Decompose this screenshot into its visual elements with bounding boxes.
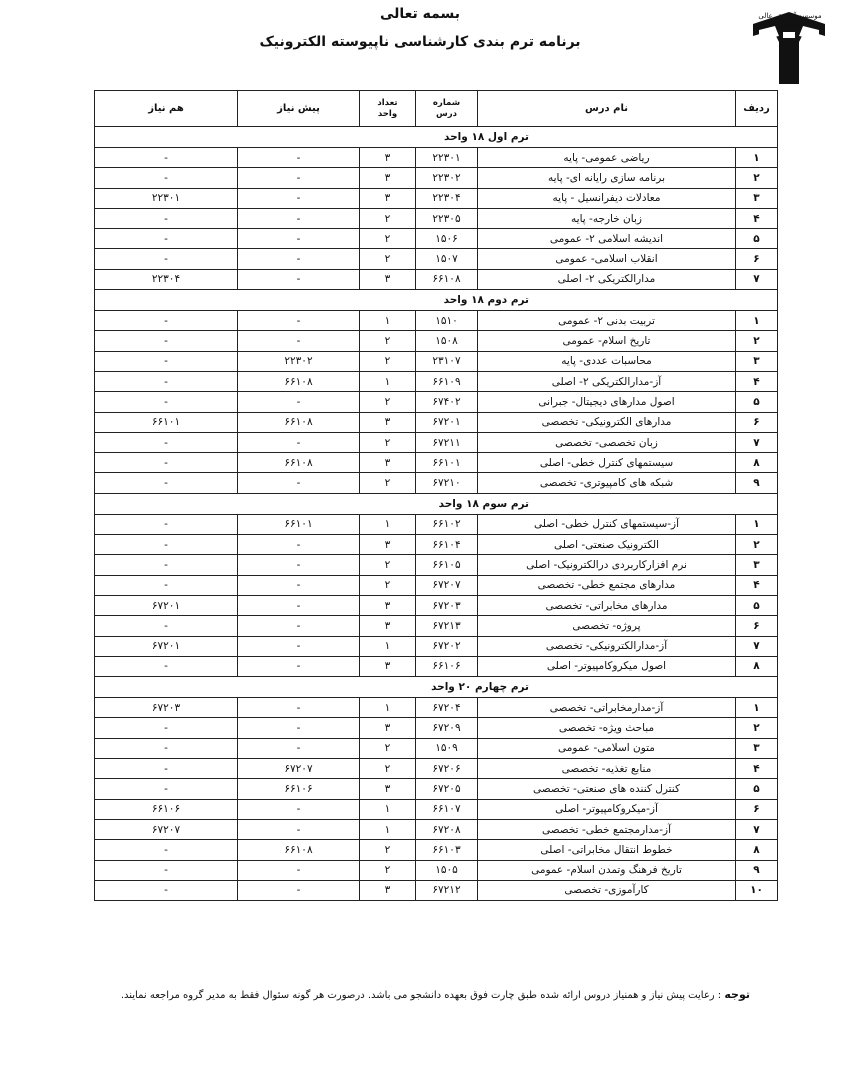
table-row bbox=[95, 555, 778, 575]
prerequisite-cell: - bbox=[238, 616, 360, 636]
note-label: توجه bbox=[724, 988, 750, 1001]
course-units-cell: ۳ bbox=[360, 595, 416, 615]
prerequisite-cell: ۲۲۳۰۲ bbox=[238, 351, 360, 371]
corequisite-cell: - bbox=[95, 779, 238, 799]
prerequisite-cell: - bbox=[238, 168, 360, 188]
prerequisite-cell: ۶۶۱۰۱ bbox=[238, 514, 360, 534]
prerequisite-cell: - bbox=[238, 656, 360, 676]
course-units-cell: ۱ bbox=[360, 819, 416, 839]
course-name-cell: اندیشه اسلامی ۲- عمومی bbox=[478, 229, 736, 249]
row-number-cell: ۵ bbox=[736, 595, 778, 615]
course-code-cell: ۶۷۲۰۹ bbox=[416, 718, 478, 738]
term-title: ترم چهارم ۲۰ واحد bbox=[95, 677, 778, 698]
table-row bbox=[95, 514, 778, 534]
prerequisite-cell: ۶۷۲۰۷ bbox=[238, 759, 360, 779]
course-code-cell: ۲۲۳۰۴ bbox=[416, 188, 478, 208]
table-row bbox=[95, 595, 778, 615]
course-name-cell: زبان خارجه- پایه bbox=[478, 208, 736, 228]
table-row bbox=[95, 738, 778, 758]
prerequisite-cell: - bbox=[238, 575, 360, 595]
row-number-cell: ۳ bbox=[736, 188, 778, 208]
term-title: ترم سوم ۱۸ واحد bbox=[95, 493, 778, 514]
course-code-cell: ۱۵۰۶ bbox=[416, 229, 478, 249]
table-row bbox=[95, 412, 778, 432]
corequisite-cell: - bbox=[95, 840, 238, 860]
corequisite-cell: - bbox=[95, 473, 238, 493]
document-title: برنامه ترم بندی کارشناسی ناپیوسته الکترونیک bbox=[259, 34, 581, 50]
term-header-row bbox=[95, 677, 778, 698]
term-header-row bbox=[95, 493, 778, 514]
row-number-cell: ۵ bbox=[736, 779, 778, 799]
prerequisite-cell: - bbox=[238, 535, 360, 555]
prerequisite-cell: - bbox=[238, 595, 360, 615]
course-code-cell: ۶۶۱۰۶ bbox=[416, 656, 478, 676]
table-row bbox=[95, 208, 778, 228]
course-code-cell: ۲۲۳۰۵ bbox=[416, 208, 478, 228]
course-code-cell: ۶۶۱۰۵ bbox=[416, 555, 478, 575]
row-number-cell: ۷ bbox=[736, 432, 778, 452]
course-units-cell: ۱ bbox=[360, 371, 416, 391]
row-number-cell: ۸ bbox=[736, 840, 778, 860]
prerequisite-cell: - bbox=[238, 473, 360, 493]
prerequisite-cell: ۶۶۱۰۶ bbox=[238, 779, 360, 799]
course-units-cell: ۲ bbox=[360, 840, 416, 860]
course-code-cell: ۶۷۲۰۲ bbox=[416, 636, 478, 656]
course-units-cell: ۲ bbox=[360, 249, 416, 269]
corequisite-cell: - bbox=[95, 535, 238, 555]
course-units-cell: ۳ bbox=[360, 779, 416, 799]
course-units-cell: ۱ bbox=[360, 799, 416, 819]
course-units-cell: ۳ bbox=[360, 148, 416, 168]
course-units-cell: ۳ bbox=[360, 718, 416, 738]
course-name-cell: آز-سیستمهای کنترل خطی- اصلی bbox=[478, 514, 736, 534]
corequisite-cell: ۶۷۲۰۷ bbox=[95, 819, 238, 839]
table-row bbox=[95, 168, 778, 188]
col-units-line1: تعداد bbox=[377, 97, 398, 108]
table-row bbox=[95, 779, 778, 799]
course-code-cell: ۶۷۴۰۲ bbox=[416, 392, 478, 412]
course-name-cell: متون اسلامی- عمومی bbox=[478, 738, 736, 758]
corequisite-cell: - bbox=[95, 738, 238, 758]
prerequisite-cell: - bbox=[238, 311, 360, 331]
row-number-cell: ۱ bbox=[736, 514, 778, 534]
row-number-cell: ۳ bbox=[736, 351, 778, 371]
course-name-cell: منابع تغذیه- تخصصی bbox=[478, 759, 736, 779]
logo-text: موسسه آموزش عالی بهمنیار bbox=[758, 12, 822, 28]
table-row bbox=[95, 392, 778, 412]
prerequisite-cell: - bbox=[238, 188, 360, 208]
prerequisite-cell: - bbox=[238, 698, 360, 718]
table-row bbox=[95, 535, 778, 555]
row-number-cell: ۲ bbox=[736, 718, 778, 738]
row-number-cell: ۱ bbox=[736, 311, 778, 331]
course-code-cell: ۶۶۱۰۱ bbox=[416, 453, 478, 473]
course-code-cell: ۱۵۱۰ bbox=[416, 311, 478, 331]
prerequisite-cell: - bbox=[238, 860, 360, 880]
course-units-cell: ۲ bbox=[360, 229, 416, 249]
course-units-cell: ۲ bbox=[360, 432, 416, 452]
corequisite-cell: - bbox=[95, 249, 238, 269]
table-row bbox=[95, 473, 778, 493]
table-row bbox=[95, 249, 778, 269]
prerequisite-cell: - bbox=[238, 331, 360, 351]
corequisite-cell: ۶۶۱۰۱ bbox=[95, 412, 238, 432]
row-number-cell: ۷ bbox=[736, 636, 778, 656]
corequisite-cell: - bbox=[95, 616, 238, 636]
course-units-cell: ۲ bbox=[360, 860, 416, 880]
row-number-cell: ۷ bbox=[736, 269, 778, 289]
corequisite-cell: - bbox=[95, 208, 238, 228]
prerequisite-cell: - bbox=[238, 249, 360, 269]
corequisite-cell: ۶۷۲۰۱ bbox=[95, 636, 238, 656]
corequisite-cell: - bbox=[95, 555, 238, 575]
course-name-cell: کنترل کننده های صنعتی- تخصصی bbox=[478, 779, 736, 799]
course-code-cell: ۲۲۳۰۲ bbox=[416, 168, 478, 188]
course-code-cell: ۱۵۰۷ bbox=[416, 249, 478, 269]
row-number-cell: ۱ bbox=[736, 148, 778, 168]
prerequisite-cell: ۶۶۱۰۸ bbox=[238, 412, 360, 432]
course-name-cell: شبکه های کامپیوتری- تخصصی bbox=[478, 473, 736, 493]
course-name-cell: آز-مدارالکترونیکی- تخصصی bbox=[478, 636, 736, 656]
prerequisite-cell: - bbox=[238, 148, 360, 168]
course-units-cell: ۳ bbox=[360, 412, 416, 432]
prerequisite-cell: - bbox=[238, 392, 360, 412]
course-name-cell: آز-مدارمخابراتی- تخصصی bbox=[478, 698, 736, 718]
table-header bbox=[95, 91, 778, 127]
course-units-cell: ۲ bbox=[360, 759, 416, 779]
table-row bbox=[95, 453, 778, 473]
course-name-cell: تاریخ اسلام- عمومی bbox=[478, 331, 736, 351]
corequisite-cell: - bbox=[95, 351, 238, 371]
table-row bbox=[95, 799, 778, 819]
term-title: ترم اول ۱۸ واحد bbox=[95, 127, 778, 148]
course-units-cell: ۳ bbox=[360, 535, 416, 555]
table-row bbox=[95, 432, 778, 452]
col-code-header bbox=[416, 91, 478, 127]
row-number-cell: ۲ bbox=[736, 535, 778, 555]
prerequisite-cell: ۶۶۱۰۸ bbox=[238, 840, 360, 860]
course-units-cell: ۳ bbox=[360, 880, 416, 900]
course-name-cell: تربیت بدنی ۲- عمومی bbox=[478, 311, 736, 331]
corequisite-cell: - bbox=[95, 229, 238, 249]
table-row bbox=[95, 269, 778, 289]
course-code-cell: ۶۶۱۰۸ bbox=[416, 269, 478, 289]
course-units-cell: ۲ bbox=[360, 575, 416, 595]
prerequisite-cell: - bbox=[238, 229, 360, 249]
table-row bbox=[95, 759, 778, 779]
corequisite-cell: - bbox=[95, 311, 238, 331]
col-code-line1: شماره bbox=[432, 97, 461, 108]
course-name-cell: نرم افزارکاربردی درالکترونیک- اصلی bbox=[478, 555, 736, 575]
row-number-cell: ۳ bbox=[736, 555, 778, 575]
course-units-cell: ۳ bbox=[360, 269, 416, 289]
table-body bbox=[95, 127, 778, 901]
table-row bbox=[95, 351, 778, 371]
course-code-cell: ۱۵۰۸ bbox=[416, 331, 478, 351]
prerequisite-cell: - bbox=[238, 432, 360, 452]
course-code-cell: ۶۶۱۰۴ bbox=[416, 535, 478, 555]
prerequisite-cell: - bbox=[238, 738, 360, 758]
row-number-cell: ۱ bbox=[736, 698, 778, 718]
corequisite-cell: - bbox=[95, 148, 238, 168]
row-number-cell: ۴ bbox=[736, 575, 778, 595]
corequisite-cell: - bbox=[95, 656, 238, 676]
course-schedule-table bbox=[94, 90, 778, 901]
course-name-cell: کارآموزی- تخصصی bbox=[478, 880, 736, 900]
prerequisite-cell: - bbox=[238, 819, 360, 839]
course-units-cell: ۳ bbox=[360, 453, 416, 473]
corequisite-cell: ۲۲۳۰۱ bbox=[95, 188, 238, 208]
course-name-cell: برنامه سازی رایانه ای- پایه bbox=[478, 168, 736, 188]
course-code-cell: ۶۶۱۰۹ bbox=[416, 371, 478, 391]
corequisite-cell: - bbox=[95, 860, 238, 880]
course-code-cell: ۶۷۲۰۱ bbox=[416, 412, 478, 432]
table-row bbox=[95, 636, 778, 656]
course-code-cell: ۶۷۲۰۸ bbox=[416, 819, 478, 839]
row-number-cell: ۵ bbox=[736, 392, 778, 412]
prerequisite-cell: - bbox=[238, 799, 360, 819]
corequisite-cell: - bbox=[95, 880, 238, 900]
corequisite-cell: ۶۷۲۰۱ bbox=[95, 595, 238, 615]
course-code-cell: ۶۶۱۰۲ bbox=[416, 514, 478, 534]
row-number-cell: ۶ bbox=[736, 249, 778, 269]
col-row-header: ردیف bbox=[736, 91, 778, 127]
corequisite-cell: - bbox=[95, 453, 238, 473]
row-number-cell: ۶ bbox=[736, 616, 778, 636]
course-name-cell: مدارهای مجتمع خطی- تخصصی bbox=[478, 575, 736, 595]
course-code-cell: ۶۷۲۰۶ bbox=[416, 759, 478, 779]
course-code-cell: ۶۷۲۰۵ bbox=[416, 779, 478, 799]
course-code-cell: ۶۷۲۰۷ bbox=[416, 575, 478, 595]
course-units-cell: ۲ bbox=[360, 392, 416, 412]
term-header-row bbox=[95, 290, 778, 311]
course-code-cell: ۲۳۱۰۷ bbox=[416, 351, 478, 371]
course-units-cell: ۱ bbox=[360, 311, 416, 331]
prerequisite-cell: - bbox=[238, 555, 360, 575]
course-units-cell: ۱ bbox=[360, 514, 416, 534]
prerequisite-cell: - bbox=[238, 269, 360, 289]
course-units-cell: ۳ bbox=[360, 656, 416, 676]
course-name-cell: انقلاب اسلامی- عمومی bbox=[478, 249, 736, 269]
course-units-cell: ۲ bbox=[360, 351, 416, 371]
row-number-cell: ۶ bbox=[736, 412, 778, 432]
row-number-cell: ۸ bbox=[736, 656, 778, 676]
course-units-cell: ۱ bbox=[360, 698, 416, 718]
term-header-row bbox=[95, 127, 778, 148]
table-row bbox=[95, 188, 778, 208]
prerequisite-cell: ۶۶۱۰۸ bbox=[238, 453, 360, 473]
row-number-cell: ۲ bbox=[736, 331, 778, 351]
course-units-cell: ۲ bbox=[360, 331, 416, 351]
table-row bbox=[95, 819, 778, 839]
course-code-cell: ۶۷۲۰۴ bbox=[416, 698, 478, 718]
row-number-cell: ۱۰ bbox=[736, 880, 778, 900]
row-number-cell: ۴ bbox=[736, 371, 778, 391]
course-code-cell: ۱۵۰۵ bbox=[416, 860, 478, 880]
corequisite-cell: ۲۲۳۰۴ bbox=[95, 269, 238, 289]
row-number-cell: ۲ bbox=[736, 168, 778, 188]
table-row bbox=[95, 371, 778, 391]
document-header bbox=[0, 0, 845, 90]
course-name-cell: مدارالکتریکی ۲- اصلی bbox=[478, 269, 736, 289]
table-row bbox=[95, 616, 778, 636]
course-units-cell: ۳ bbox=[360, 616, 416, 636]
course-name-cell: پروژه- تخصصی bbox=[478, 616, 736, 636]
corequisite-cell: ۶۶۱۰۶ bbox=[95, 799, 238, 819]
course-name-cell: سیستمهای کنترل خطی- اصلی bbox=[478, 453, 736, 473]
table-row bbox=[95, 575, 778, 595]
course-code-cell: ۶۷۲۰۳ bbox=[416, 595, 478, 615]
prerequisite-cell: - bbox=[238, 880, 360, 900]
corequisite-cell: - bbox=[95, 718, 238, 738]
row-number-cell: ۹ bbox=[736, 473, 778, 493]
course-name-cell: زبان تخصصی- تخصصی bbox=[478, 432, 736, 452]
col-coreq-header: هم نیاز bbox=[95, 91, 238, 127]
table-row bbox=[95, 718, 778, 738]
col-code-line2: درس bbox=[436, 108, 457, 119]
course-name-cell: مدارهای الکترونیکی- تخصصی bbox=[478, 412, 736, 432]
course-name-cell: محاسبات عددی- پایه bbox=[478, 351, 736, 371]
course-code-cell: ۲۲۳۰۱ bbox=[416, 148, 478, 168]
course-name-cell: مدارهای مخابراتی- تخصصی bbox=[478, 595, 736, 615]
row-number-cell: ۶ bbox=[736, 799, 778, 819]
corequisite-cell: - bbox=[95, 371, 238, 391]
prerequisite-cell: - bbox=[238, 636, 360, 656]
course-name-cell: ریاضی عمومی- پایه bbox=[478, 148, 736, 168]
course-units-cell: ۳ bbox=[360, 188, 416, 208]
course-units-cell: ۳ bbox=[360, 168, 416, 188]
bismillah-heading: بسمه تعالی bbox=[379, 6, 461, 22]
course-units-cell: ۲ bbox=[360, 473, 416, 493]
table-row bbox=[95, 860, 778, 880]
table-row bbox=[95, 880, 778, 900]
course-name-cell: آز-مدارمجتمع خطی- تخصصی bbox=[478, 819, 736, 839]
table-row bbox=[95, 311, 778, 331]
table-row bbox=[95, 148, 778, 168]
course-name-cell: الکترونیک صنعتی- اصلی bbox=[478, 535, 736, 555]
row-number-cell: ۳ bbox=[736, 738, 778, 758]
col-units-line2: واحد bbox=[377, 108, 398, 119]
row-number-cell: ۵ bbox=[736, 229, 778, 249]
course-code-cell: ۶۷۲۱۰ bbox=[416, 473, 478, 493]
table-row bbox=[95, 698, 778, 718]
corequisite-cell: - bbox=[95, 575, 238, 595]
row-number-cell: ۷ bbox=[736, 819, 778, 839]
course-units-cell: ۲ bbox=[360, 555, 416, 575]
col-units-header bbox=[360, 91, 416, 127]
course-code-cell: ۶۶۱۰۳ bbox=[416, 840, 478, 860]
col-course-header: نام درس bbox=[478, 91, 736, 127]
course-code-cell: ۶۶۱۰۷ bbox=[416, 799, 478, 819]
course-code-cell: ۶۷۲۱۲ bbox=[416, 880, 478, 900]
footer-note bbox=[120, 988, 750, 1001]
course-code-cell: ۶۷۲۱۳ bbox=[416, 616, 478, 636]
prerequisite-cell: - bbox=[238, 208, 360, 228]
col-prereq-header: پیش نیاز bbox=[238, 91, 360, 127]
corequisite-cell: ۶۷۲۰۳ bbox=[95, 698, 238, 718]
course-name-cell: خطوط انتقال مخابراتی- اصلی bbox=[478, 840, 736, 860]
course-code-cell: ۶۷۲۱۱ bbox=[416, 432, 478, 452]
course-units-cell: ۱ bbox=[360, 636, 416, 656]
row-number-cell: ۴ bbox=[736, 759, 778, 779]
table-row bbox=[95, 656, 778, 676]
course-units-cell: ۲ bbox=[360, 738, 416, 758]
term-title: ترم دوم ۱۸ واحد bbox=[95, 290, 778, 311]
corequisite-cell: - bbox=[95, 759, 238, 779]
institute-logo bbox=[745, 2, 833, 88]
table-row bbox=[95, 229, 778, 249]
prerequisite-cell: - bbox=[238, 718, 360, 738]
row-number-cell: ۴ bbox=[736, 208, 778, 228]
course-units-cell: ۲ bbox=[360, 208, 416, 228]
corequisite-cell: - bbox=[95, 432, 238, 452]
row-number-cell: ۹ bbox=[736, 860, 778, 880]
course-name-cell: آز-مدارالکتریکی ۲- اصلی bbox=[478, 371, 736, 391]
table-row bbox=[95, 331, 778, 351]
course-code-cell: ۱۵۰۹ bbox=[416, 738, 478, 758]
corequisite-cell: - bbox=[95, 168, 238, 188]
row-number-cell: ۸ bbox=[736, 453, 778, 473]
note-text: : رعایت پیش نیاز و همنیاز دروس ارائه شده طبق چارت فوق بعهده دانشجو می باشد. درصورت هر گونه سئوال فقط به مدیر گروه مراجعه نمایند. bbox=[120, 990, 722, 1001]
prerequisite-cell: ۶۶۱۰۸ bbox=[238, 371, 360, 391]
course-name-cell: تاریخ فرهنگ وتمدن اسلام- عمومی bbox=[478, 860, 736, 880]
course-name-cell: اصول مدارهای دیجیتال- جبرانی bbox=[478, 392, 736, 412]
course-name-cell: معادلات دیفرانسیل - پایه bbox=[478, 188, 736, 208]
course-name-cell: مباحث ویژه- تخصصی bbox=[478, 718, 736, 738]
corequisite-cell: - bbox=[95, 331, 238, 351]
course-name-cell: آز-میکروکامپیوتر- اصلی bbox=[478, 799, 736, 819]
course-name-cell: اصول میکروکامپیوتر- اصلی bbox=[478, 656, 736, 676]
corequisite-cell: - bbox=[95, 514, 238, 534]
table-row bbox=[95, 840, 778, 860]
corequisite-cell: - bbox=[95, 392, 238, 412]
